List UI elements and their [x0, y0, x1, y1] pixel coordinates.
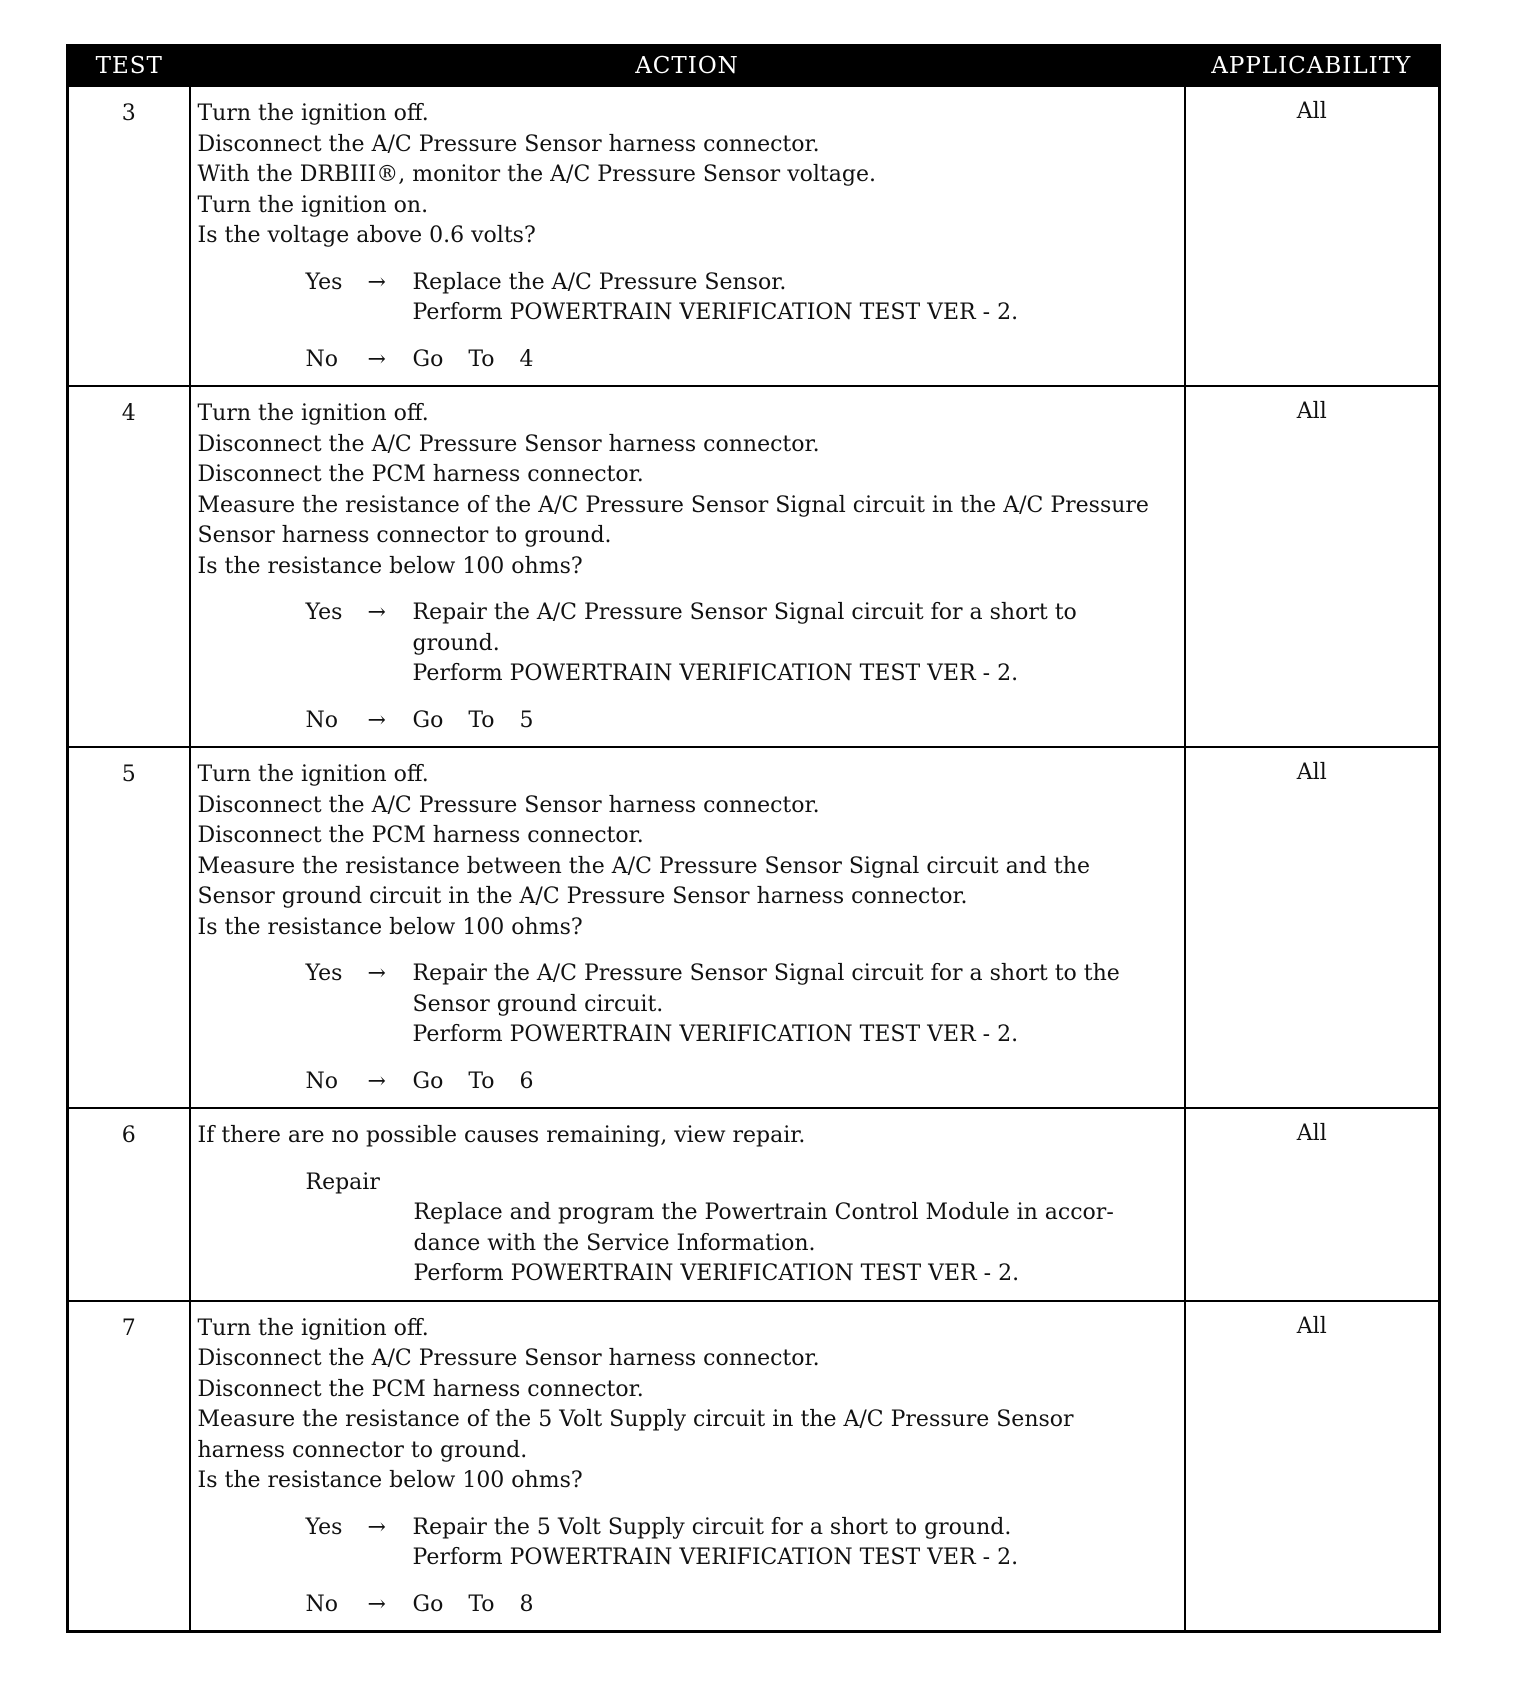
action-line: Sensor ground circuit in the A/C Pressure Sensor harness connector.: [197, 884, 968, 909]
action-line: Measure the resistance of the A/C Pressure Sensor Signal circuit in the A/C Pressure: [197, 492, 1149, 518]
no-result: [413, 345, 1177, 376]
action-line: harness connector to ground.: [197, 1437, 528, 1463]
test-number: 5: [68, 747, 190, 1108]
action-line: Disconnect the A/C Pressure Sensor harness connector.: [197, 792, 820, 818]
table-row: [68, 1108, 1440, 1301]
arrow-icon: →: [367, 707, 386, 733]
table-row: [68, 1301, 1440, 1632]
yes-outcome: [198, 268, 1177, 329]
yes-result: [413, 1513, 1177, 1574]
header-applicability: APPLICABILITY: [1185, 46, 1440, 87]
action-line: Is the resistance below 100 ohms?: [197, 1468, 583, 1493]
action-line: Is the resistance below 100 ohms?: [197, 553, 583, 579]
action-line: Disconnect the PCM harness connector.: [197, 823, 644, 848]
action-line: Sensor harness connector to ground.: [197, 523, 612, 548]
no-outcome: [198, 345, 1177, 376]
applicability-value: All: [1185, 747, 1440, 1108]
action-line: Disconnect the PCM harness connector.: [197, 1376, 644, 1402]
applicability-value: All: [1185, 1301, 1440, 1632]
no-result: [413, 706, 1177, 737]
yes-result: [413, 959, 1177, 1051]
result-line: Perform POWERTRAIN VERIFICATION TEST VER - 2.: [412, 1022, 1019, 1047]
repair-line: Replace and program the Powertrain Control Module in accor-: [413, 1200, 1114, 1225]
action-line: Is the resistance below 100 ohms?: [197, 914, 583, 940]
result-line: Perform POWERTRAIN VERIFICATION TEST VER - 2.: [412, 1545, 1019, 1570]
yes-label: Yes: [305, 961, 343, 986]
repair-label: Repair: [305, 1169, 380, 1195]
applicability-value: All: [1185, 386, 1440, 747]
action-cell: [190, 747, 1185, 1108]
action-line: Disconnect the PCM harness connector.: [197, 462, 644, 487]
no-result: [413, 1067, 1177, 1098]
result-line: Repair the 5 Volt Supply circuit for a short to ground.: [412, 1514, 1012, 1540]
action-cell: [190, 1301, 1185, 1632]
test-number: 3: [68, 86, 190, 386]
repair-line: dance with the Service Information.: [413, 1230, 816, 1256]
action-line: Disconnect the A/C Pressure Sensor harness connector.: [197, 1346, 820, 1371]
action-line: With the DRBIII®, monitor the A/C Pressure Sensor voltage.: [197, 162, 876, 187]
goto-text: Go To 8: [412, 1591, 534, 1617]
no-label: No: [305, 346, 338, 372]
header-action: ACTION: [190, 46, 1185, 87]
no-label: No: [305, 707, 338, 733]
yes-outcome: [198, 598, 1177, 690]
result-line: Repair the A/C Pressure Sensor Signal circuit for a short to the: [412, 961, 1120, 986]
yes-outcome: [198, 959, 1177, 1051]
action-cell: [190, 1108, 1185, 1301]
yes-result: [413, 598, 1177, 690]
header-test: TEST: [68, 46, 190, 87]
no-result: [413, 1590, 1177, 1621]
action-line: If there are no possible causes remaining, view repair.: [197, 1123, 806, 1148]
action-line: Disconnect the A/C Pressure Sensor harness connector.: [197, 131, 820, 157]
action-line: Turn the ignition on.: [197, 192, 429, 218]
action-line: Turn the ignition off.: [197, 762, 429, 787]
result-line: Replace the A/C Pressure Sensor.: [412, 269, 787, 295]
arrow-icon: →: [367, 1068, 386, 1094]
result-line: Sensor ground circuit.: [412, 991, 664, 1017]
action-line: Turn the ignition off.: [197, 1315, 429, 1341]
table-row: [68, 86, 1440, 386]
result-line: Perform POWERTRAIN VERIFICATION TEST VER - 2.: [412, 300, 1019, 325]
action-line: Disconnect the A/C Pressure Sensor harness connector.: [197, 431, 820, 457]
action-line: Turn the ignition off.: [197, 101, 429, 126]
action-line: Turn the ignition off.: [197, 401, 429, 426]
action-cell: [190, 86, 1185, 386]
result-line: ground.: [412, 630, 500, 656]
applicability-value: All: [1185, 86, 1440, 386]
no-outcome: [198, 706, 1177, 737]
repair-text: [414, 1198, 1177, 1290]
arrow-icon: →: [367, 269, 386, 295]
diagnostic-test-table: [66, 44, 1441, 1633]
arrow-icon: →: [367, 1514, 386, 1540]
arrow-icon: →: [367, 600, 386, 625]
test-number: 6: [68, 1108, 190, 1301]
yes-outcome: [198, 1513, 1177, 1574]
goto-text: Go To 5: [412, 707, 534, 733]
arrow-icon: →: [367, 1591, 386, 1617]
no-outcome: [198, 1067, 1177, 1098]
table-row: [68, 747, 1440, 1108]
no-label: No: [305, 1068, 338, 1094]
yes-label: Yes: [305, 600, 343, 625]
result-line: Perform POWERTRAIN VERIFICATION TEST VER - 2.: [412, 661, 1019, 686]
test-number: 7: [68, 1301, 190, 1632]
goto-text: Go To 6: [412, 1068, 534, 1094]
repair-line: Perform POWERTRAIN VERIFICATION TEST VER - 2.: [413, 1261, 1020, 1286]
applicability-value: All: [1185, 1108, 1440, 1301]
table-row: [68, 386, 1440, 747]
yes-label: Yes: [305, 269, 343, 295]
arrow-icon: →: [367, 961, 386, 986]
action-cell: [190, 386, 1185, 747]
table-header-row: [68, 46, 1440, 87]
goto-text: Go To 4: [412, 346, 534, 372]
yes-result: [413, 268, 1177, 329]
yes-label: Yes: [305, 1514, 343, 1540]
test-number: 4: [68, 386, 190, 747]
action-line: Is the voltage above 0.6 volts?: [197, 223, 536, 248]
no-outcome: [198, 1590, 1177, 1621]
action-line: Measure the resistance between the A/C Pressure Sensor Signal circuit and the: [197, 853, 1090, 879]
no-label: No: [305, 1591, 338, 1617]
result-line: Repair the A/C Pressure Sensor Signal circuit for a short to: [412, 600, 1077, 625]
action-line: Measure the resistance of the 5 Volt Supply circuit in the A/C Pressure Sensor: [197, 1407, 1074, 1432]
arrow-icon: →: [367, 346, 386, 372]
